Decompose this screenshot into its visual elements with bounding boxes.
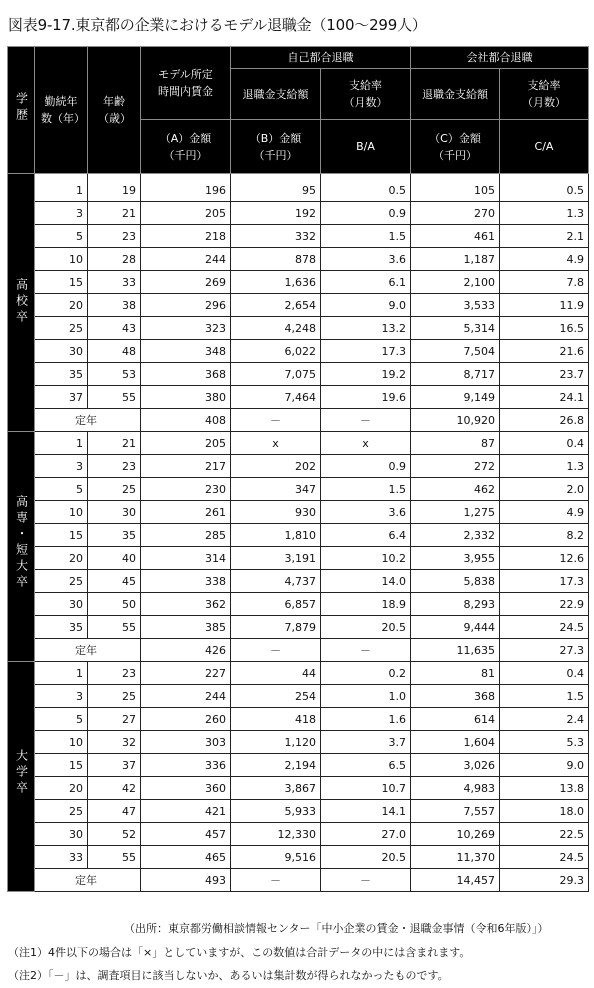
cell-kinzoku: 3 bbox=[35, 685, 88, 708]
cell-a-amount: 465 bbox=[141, 846, 231, 869]
cell-ca-ratio: 2.4 bbox=[500, 708, 589, 731]
cell-b-amount: 6,857 bbox=[231, 593, 321, 616]
cell-a-amount: 296 bbox=[141, 294, 231, 317]
cell-nenrei: 19 bbox=[88, 174, 141, 202]
table-row bbox=[8, 202, 589, 225]
cell-b-amount: 12,330 bbox=[231, 823, 321, 846]
cell-b-amount: 418 bbox=[231, 708, 321, 731]
cell-teinen-a-amount: 426 bbox=[141, 639, 231, 662]
table-row bbox=[8, 174, 589, 202]
cell-ba-ratio: 27.0 bbox=[321, 823, 411, 846]
cell-ba-ratio: 9.0 bbox=[321, 294, 411, 317]
cell-c-amount: 4,983 bbox=[411, 777, 500, 800]
cell-c-amount: 9,444 bbox=[411, 616, 500, 639]
cell-nenrei: 42 bbox=[88, 777, 141, 800]
cell-nenrei: 37 bbox=[88, 754, 141, 777]
cell-kinzoku: 10 bbox=[35, 248, 88, 271]
cell-c-amount: 272 bbox=[411, 455, 500, 478]
cell-ba-ratio: 19.2 bbox=[321, 363, 411, 386]
cell-ba-ratio: 6.4 bbox=[321, 524, 411, 547]
cell-ba-ratio: 1.5 bbox=[321, 225, 411, 248]
cell-b-amount: 202 bbox=[231, 455, 321, 478]
cell-ba-ratio: 18.9 bbox=[321, 593, 411, 616]
cell-kinzoku: 1 bbox=[35, 174, 88, 202]
cell-ba-ratio: 0.9 bbox=[321, 455, 411, 478]
cell-b-amount: 7,464 bbox=[231, 386, 321, 409]
cell-nenrei: 32 bbox=[88, 731, 141, 754]
cell-c-amount: 7,504 bbox=[411, 340, 500, 363]
cell-ba-ratio: 0.9 bbox=[321, 202, 411, 225]
cell-ca-ratio: 0.4 bbox=[500, 662, 589, 685]
cell-ca-ratio: 21.6 bbox=[500, 340, 589, 363]
table-row bbox=[8, 524, 589, 547]
cell-kinzoku: 5 bbox=[35, 478, 88, 501]
cell-a-amount: 196 bbox=[141, 174, 231, 202]
cell-b-amount: 254 bbox=[231, 685, 321, 708]
cell-c-amount: 2,332 bbox=[411, 524, 500, 547]
header-jiko-ratio: 支給率（月数） bbox=[321, 69, 411, 120]
cell-b-amount: x bbox=[231, 432, 321, 455]
cell-teinen-c-amount: 10,920 bbox=[411, 409, 500, 432]
header-ca: C/A bbox=[500, 120, 589, 174]
cell-nenrei: 53 bbox=[88, 363, 141, 386]
table-row bbox=[8, 547, 589, 570]
cell-a-amount: 244 bbox=[141, 685, 231, 708]
cell-b-amount: 878 bbox=[231, 248, 321, 271]
cell-ca-ratio: 17.3 bbox=[500, 570, 589, 593]
table-row bbox=[8, 616, 589, 639]
cell-c-amount: 87 bbox=[411, 432, 500, 455]
retirement-allowance-table bbox=[7, 46, 589, 892]
cell-c-amount: 5,314 bbox=[411, 317, 500, 340]
source-note: （出所：東京都労働相談情報センター「中小企業の賃金・退職金事情（令和6年版）」） bbox=[124, 922, 549, 935]
cell-kinzoku: 1 bbox=[35, 432, 88, 455]
cell-ba-ratio: 1.6 bbox=[321, 708, 411, 731]
header-jiko-group: 自己都合退職 bbox=[231, 47, 411, 69]
cell-nenrei: 33 bbox=[88, 271, 141, 294]
cell-kinzoku: 1 bbox=[35, 662, 88, 685]
cell-c-amount: 3,955 bbox=[411, 547, 500, 570]
cell-ca-ratio: 24.5 bbox=[500, 846, 589, 869]
header-a-unit: （A）金額（千円） bbox=[141, 120, 231, 174]
cell-kinzoku: 5 bbox=[35, 708, 88, 731]
cell-c-amount: 1,187 bbox=[411, 248, 500, 271]
cell-ba-ratio: 10.2 bbox=[321, 547, 411, 570]
table-row bbox=[8, 593, 589, 616]
cell-b-amount: 95 bbox=[231, 174, 321, 202]
cell-nenrei: 25 bbox=[88, 478, 141, 501]
cell-a-amount: 218 bbox=[141, 225, 231, 248]
cell-nenrei: 27 bbox=[88, 708, 141, 731]
cell-nenrei: 35 bbox=[88, 524, 141, 547]
cell-ba-ratio: 3.6 bbox=[321, 248, 411, 271]
cell-b-amount: 930 bbox=[231, 501, 321, 524]
cell-ba-ratio: 10.7 bbox=[321, 777, 411, 800]
cell-kinzoku: 25 bbox=[35, 570, 88, 593]
cell-nenrei: 55 bbox=[88, 616, 141, 639]
cell-b-amount: 7,879 bbox=[231, 616, 321, 639]
cell-kinzoku: 10 bbox=[35, 501, 88, 524]
cell-a-amount: 336 bbox=[141, 754, 231, 777]
table-row bbox=[8, 570, 589, 593]
cell-ca-ratio: 16.5 bbox=[500, 317, 589, 340]
cell-a-amount: 303 bbox=[141, 731, 231, 754]
cell-nenrei: 25 bbox=[88, 685, 141, 708]
table-row bbox=[8, 248, 589, 271]
cell-a-amount: 368 bbox=[141, 363, 231, 386]
table-row bbox=[8, 386, 589, 409]
cell-c-amount: 1,275 bbox=[411, 501, 500, 524]
cell-kinzoku: 15 bbox=[35, 271, 88, 294]
cell-ca-ratio: 11.9 bbox=[500, 294, 589, 317]
cell-kinzoku: 3 bbox=[35, 455, 88, 478]
header-kaisha-group: 会社都合退職 bbox=[411, 47, 589, 69]
cell-c-amount: 8,293 bbox=[411, 593, 500, 616]
header-gakureki: 学歴 bbox=[8, 47, 35, 174]
cell-teinen-ca-ratio: 29.3 bbox=[500, 869, 589, 892]
cell-nenrei: 28 bbox=[88, 248, 141, 271]
header-c-unit: （C）金額（千円） bbox=[411, 120, 500, 174]
cell-c-amount: 461 bbox=[411, 225, 500, 248]
cell-kinzoku: 10 bbox=[35, 731, 88, 754]
cell-ca-ratio: 22.9 bbox=[500, 593, 589, 616]
cell-a-amount: 261 bbox=[141, 501, 231, 524]
cell-a-amount: 314 bbox=[141, 547, 231, 570]
cell-teinen-b-amount: － bbox=[231, 869, 321, 892]
cell-ba-ratio: 14.0 bbox=[321, 570, 411, 593]
cell-a-amount: 205 bbox=[141, 202, 231, 225]
cell-ca-ratio: 4.9 bbox=[500, 501, 589, 524]
cell-ca-ratio: 12.6 bbox=[500, 547, 589, 570]
cell-nenrei: 40 bbox=[88, 547, 141, 570]
cell-ba-ratio: 3.6 bbox=[321, 501, 411, 524]
cell-kinzoku: 20 bbox=[35, 547, 88, 570]
cell-teinen-b-amount: － bbox=[231, 639, 321, 662]
cell-a-amount: 323 bbox=[141, 317, 231, 340]
cell-a-amount: 269 bbox=[141, 271, 231, 294]
cell-kinzoku: 30 bbox=[35, 823, 88, 846]
cell-nenrei: 52 bbox=[88, 823, 141, 846]
cell-kinzoku: 15 bbox=[35, 754, 88, 777]
cell-ca-ratio: 23.7 bbox=[500, 363, 589, 386]
cell-kinzoku: 25 bbox=[35, 800, 88, 823]
header-kaisha-retire-pay: 退職金支給額 bbox=[411, 69, 500, 120]
cell-ca-ratio: 18.0 bbox=[500, 800, 589, 823]
cell-ca-ratio: 0.5 bbox=[500, 174, 589, 202]
cell-b-amount: 192 bbox=[231, 202, 321, 225]
cell-b-amount: 7,075 bbox=[231, 363, 321, 386]
cell-ca-ratio: 9.0 bbox=[500, 754, 589, 777]
cell-nenrei: 23 bbox=[88, 455, 141, 478]
table-row bbox=[8, 754, 589, 777]
cell-nenrei: 23 bbox=[88, 225, 141, 248]
cell-b-amount: 332 bbox=[231, 225, 321, 248]
cell-nenrei: 55 bbox=[88, 386, 141, 409]
cell-a-amount: 360 bbox=[141, 777, 231, 800]
cell-ca-ratio: 24.1 bbox=[500, 386, 589, 409]
footnote-1: （注1）4件以下の場合は「×」としていますが、この数値は合計データの中には含まれます。 bbox=[8, 946, 471, 959]
cell-ba-ratio: 1.5 bbox=[321, 478, 411, 501]
cell-ba-ratio: 20.5 bbox=[321, 616, 411, 639]
cell-nenrei: 30 bbox=[88, 501, 141, 524]
cell-kinzoku: 5 bbox=[35, 225, 88, 248]
cell-b-amount: 9,516 bbox=[231, 846, 321, 869]
table-row bbox=[8, 478, 589, 501]
cell-c-amount: 270 bbox=[411, 202, 500, 225]
cell-nenrei: 23 bbox=[88, 662, 141, 685]
cell-b-amount: 6,022 bbox=[231, 340, 321, 363]
cell-a-amount: 230 bbox=[141, 478, 231, 501]
cell-teinen-c-amount: 11,635 bbox=[411, 639, 500, 662]
cell-a-amount: 380 bbox=[141, 386, 231, 409]
table-row bbox=[8, 708, 589, 731]
cell-ba-ratio: 13.2 bbox=[321, 317, 411, 340]
table-row-teinen bbox=[8, 409, 589, 432]
header-b-unit: （B）金額（千円） bbox=[231, 120, 321, 174]
cell-teinen-ba-ratio: － bbox=[321, 869, 411, 892]
cell-b-amount: 347 bbox=[231, 478, 321, 501]
cell-a-amount: 421 bbox=[141, 800, 231, 823]
cell-c-amount: 2,100 bbox=[411, 271, 500, 294]
cell-a-amount: 385 bbox=[141, 616, 231, 639]
table-row-teinen bbox=[8, 639, 589, 662]
cell-c-amount: 3,533 bbox=[411, 294, 500, 317]
cell-nenrei: 50 bbox=[88, 593, 141, 616]
cell-teinen-c-amount: 14,457 bbox=[411, 869, 500, 892]
cell-a-amount: 260 bbox=[141, 708, 231, 731]
cell-c-amount: 5,838 bbox=[411, 570, 500, 593]
cell-ca-ratio: 22.5 bbox=[500, 823, 589, 846]
cell-teinen-b-amount: － bbox=[231, 409, 321, 432]
cell-b-amount: 1,636 bbox=[231, 271, 321, 294]
cell-a-amount: 205 bbox=[141, 432, 231, 455]
cell-teinen-ba-ratio: － bbox=[321, 639, 411, 662]
table-row bbox=[8, 455, 589, 478]
cell-kinzoku: 15 bbox=[35, 524, 88, 547]
table-row bbox=[8, 662, 589, 685]
cell-a-amount: 362 bbox=[141, 593, 231, 616]
table-row bbox=[8, 432, 589, 455]
cell-ca-ratio: 4.9 bbox=[500, 248, 589, 271]
table-row-teinen bbox=[8, 869, 589, 892]
cell-b-amount: 3,867 bbox=[231, 777, 321, 800]
cell-c-amount: 462 bbox=[411, 478, 500, 501]
table-row bbox=[8, 731, 589, 754]
table-row bbox=[8, 340, 589, 363]
cell-nenrei: 43 bbox=[88, 317, 141, 340]
cell-c-amount: 8,717 bbox=[411, 363, 500, 386]
cell-b-amount: 2,654 bbox=[231, 294, 321, 317]
cell-ca-ratio: 1.3 bbox=[500, 455, 589, 478]
cell-ca-ratio: 7.8 bbox=[500, 271, 589, 294]
cell-b-amount: 4,737 bbox=[231, 570, 321, 593]
cell-b-amount: 1,810 bbox=[231, 524, 321, 547]
cell-ca-ratio: 8.2 bbox=[500, 524, 589, 547]
cell-kinzoku: 37 bbox=[35, 386, 88, 409]
table-body bbox=[8, 174, 589, 892]
cell-teinen-a-amount: 408 bbox=[141, 409, 231, 432]
cell-c-amount: 105 bbox=[411, 174, 500, 202]
header-jiko-retire-pay: 退職金支給額 bbox=[231, 69, 321, 120]
cell-c-amount: 10,269 bbox=[411, 823, 500, 846]
teinen-label: 定年 bbox=[35, 639, 141, 662]
cell-kinzoku: 3 bbox=[35, 202, 88, 225]
cell-b-amount: 4,248 bbox=[231, 317, 321, 340]
cell-ca-ratio: 24.5 bbox=[500, 616, 589, 639]
table-header bbox=[8, 47, 589, 174]
cell-c-amount: 81 bbox=[411, 662, 500, 685]
cell-ca-ratio: 1.5 bbox=[500, 685, 589, 708]
cell-nenrei: 47 bbox=[88, 800, 141, 823]
cell-kinzoku: 30 bbox=[35, 593, 88, 616]
cell-teinen-a-amount: 493 bbox=[141, 869, 231, 892]
table-row bbox=[8, 846, 589, 869]
cell-ba-ratio: 17.3 bbox=[321, 340, 411, 363]
table-row bbox=[8, 777, 589, 800]
cell-kinzoku: 20 bbox=[35, 777, 88, 800]
cell-c-amount: 614 bbox=[411, 708, 500, 731]
cell-ba-ratio: 0.5 bbox=[321, 174, 411, 202]
table-row bbox=[8, 800, 589, 823]
teinen-label: 定年 bbox=[35, 869, 141, 892]
table-row bbox=[8, 363, 589, 386]
cell-ba-ratio: 1.0 bbox=[321, 685, 411, 708]
cell-kinzoku: 20 bbox=[35, 294, 88, 317]
cell-teinen-ca-ratio: 27.3 bbox=[500, 639, 589, 662]
cell-c-amount: 9,149 bbox=[411, 386, 500, 409]
header-model-wage: モデル所定時間内賃金 bbox=[141, 47, 231, 120]
group-label: 高専・短大卒 bbox=[8, 432, 35, 662]
cell-nenrei: 21 bbox=[88, 202, 141, 225]
cell-a-amount: 227 bbox=[141, 662, 231, 685]
cell-c-amount: 1,604 bbox=[411, 731, 500, 754]
cell-kinzoku: 35 bbox=[35, 363, 88, 386]
header-nenrei: 年齢（歳） bbox=[88, 47, 141, 174]
cell-a-amount: 244 bbox=[141, 248, 231, 271]
table-row bbox=[8, 225, 589, 248]
cell-a-amount: 217 bbox=[141, 455, 231, 478]
cell-nenrei: 21 bbox=[88, 432, 141, 455]
cell-c-amount: 3,026 bbox=[411, 754, 500, 777]
cell-a-amount: 348 bbox=[141, 340, 231, 363]
cell-ba-ratio: 3.7 bbox=[321, 731, 411, 754]
table-row bbox=[8, 317, 589, 340]
cell-ca-ratio: 2.0 bbox=[500, 478, 589, 501]
table-row bbox=[8, 294, 589, 317]
cell-ca-ratio: 5.3 bbox=[500, 731, 589, 754]
table-row bbox=[8, 685, 589, 708]
cell-nenrei: 38 bbox=[88, 294, 141, 317]
cell-b-amount: 2,194 bbox=[231, 754, 321, 777]
cell-a-amount: 457 bbox=[141, 823, 231, 846]
table-row bbox=[8, 271, 589, 294]
cell-b-amount: 3,191 bbox=[231, 547, 321, 570]
header-ba: B/A bbox=[321, 120, 411, 174]
cell-kinzoku: 35 bbox=[35, 616, 88, 639]
cell-ba-ratio: x bbox=[321, 432, 411, 455]
cell-b-amount: 44 bbox=[231, 662, 321, 685]
cell-ca-ratio: 1.3 bbox=[500, 202, 589, 225]
cell-a-amount: 338 bbox=[141, 570, 231, 593]
table-row bbox=[8, 501, 589, 524]
cell-ba-ratio: 6.5 bbox=[321, 754, 411, 777]
cell-c-amount: 11,370 bbox=[411, 846, 500, 869]
cell-nenrei: 45 bbox=[88, 570, 141, 593]
cell-b-amount: 1,120 bbox=[231, 731, 321, 754]
cell-nenrei: 55 bbox=[88, 846, 141, 869]
cell-ba-ratio: 6.1 bbox=[321, 271, 411, 294]
cell-ba-ratio: 14.1 bbox=[321, 800, 411, 823]
cell-ba-ratio: 20.5 bbox=[321, 846, 411, 869]
group-label: 大学卒 bbox=[8, 662, 35, 892]
cell-teinen-ba-ratio: － bbox=[321, 409, 411, 432]
cell-ca-ratio: 2.1 bbox=[500, 225, 589, 248]
group-label: 高校卒 bbox=[8, 174, 35, 432]
cell-ba-ratio: 0.2 bbox=[321, 662, 411, 685]
cell-kinzoku: 25 bbox=[35, 317, 88, 340]
page-title: 図表9-17.東京都の企業におけるモデル退職金（100～299人） bbox=[8, 16, 427, 34]
cell-a-amount: 285 bbox=[141, 524, 231, 547]
cell-c-amount: 7,557 bbox=[411, 800, 500, 823]
cell-b-amount: 5,933 bbox=[231, 800, 321, 823]
table-row bbox=[8, 823, 589, 846]
cell-kinzoku: 30 bbox=[35, 340, 88, 363]
cell-ca-ratio: 0.4 bbox=[500, 432, 589, 455]
cell-kinzoku: 33 bbox=[35, 846, 88, 869]
header-kaisha-ratio: 支給率（月数） bbox=[500, 69, 589, 120]
cell-teinen-ca-ratio: 26.8 bbox=[500, 409, 589, 432]
cell-ca-ratio: 13.8 bbox=[500, 777, 589, 800]
teinen-label: 定年 bbox=[35, 409, 141, 432]
header-kinzoku: 勤続年数（年） bbox=[35, 47, 88, 174]
cell-c-amount: 368 bbox=[411, 685, 500, 708]
footnote-2: （注2）「－」は、調査項目に該当しないか、あるいは集計数が得られなかったものです。 bbox=[8, 969, 449, 982]
cell-ba-ratio: 19.6 bbox=[321, 386, 411, 409]
cell-nenrei: 48 bbox=[88, 340, 141, 363]
